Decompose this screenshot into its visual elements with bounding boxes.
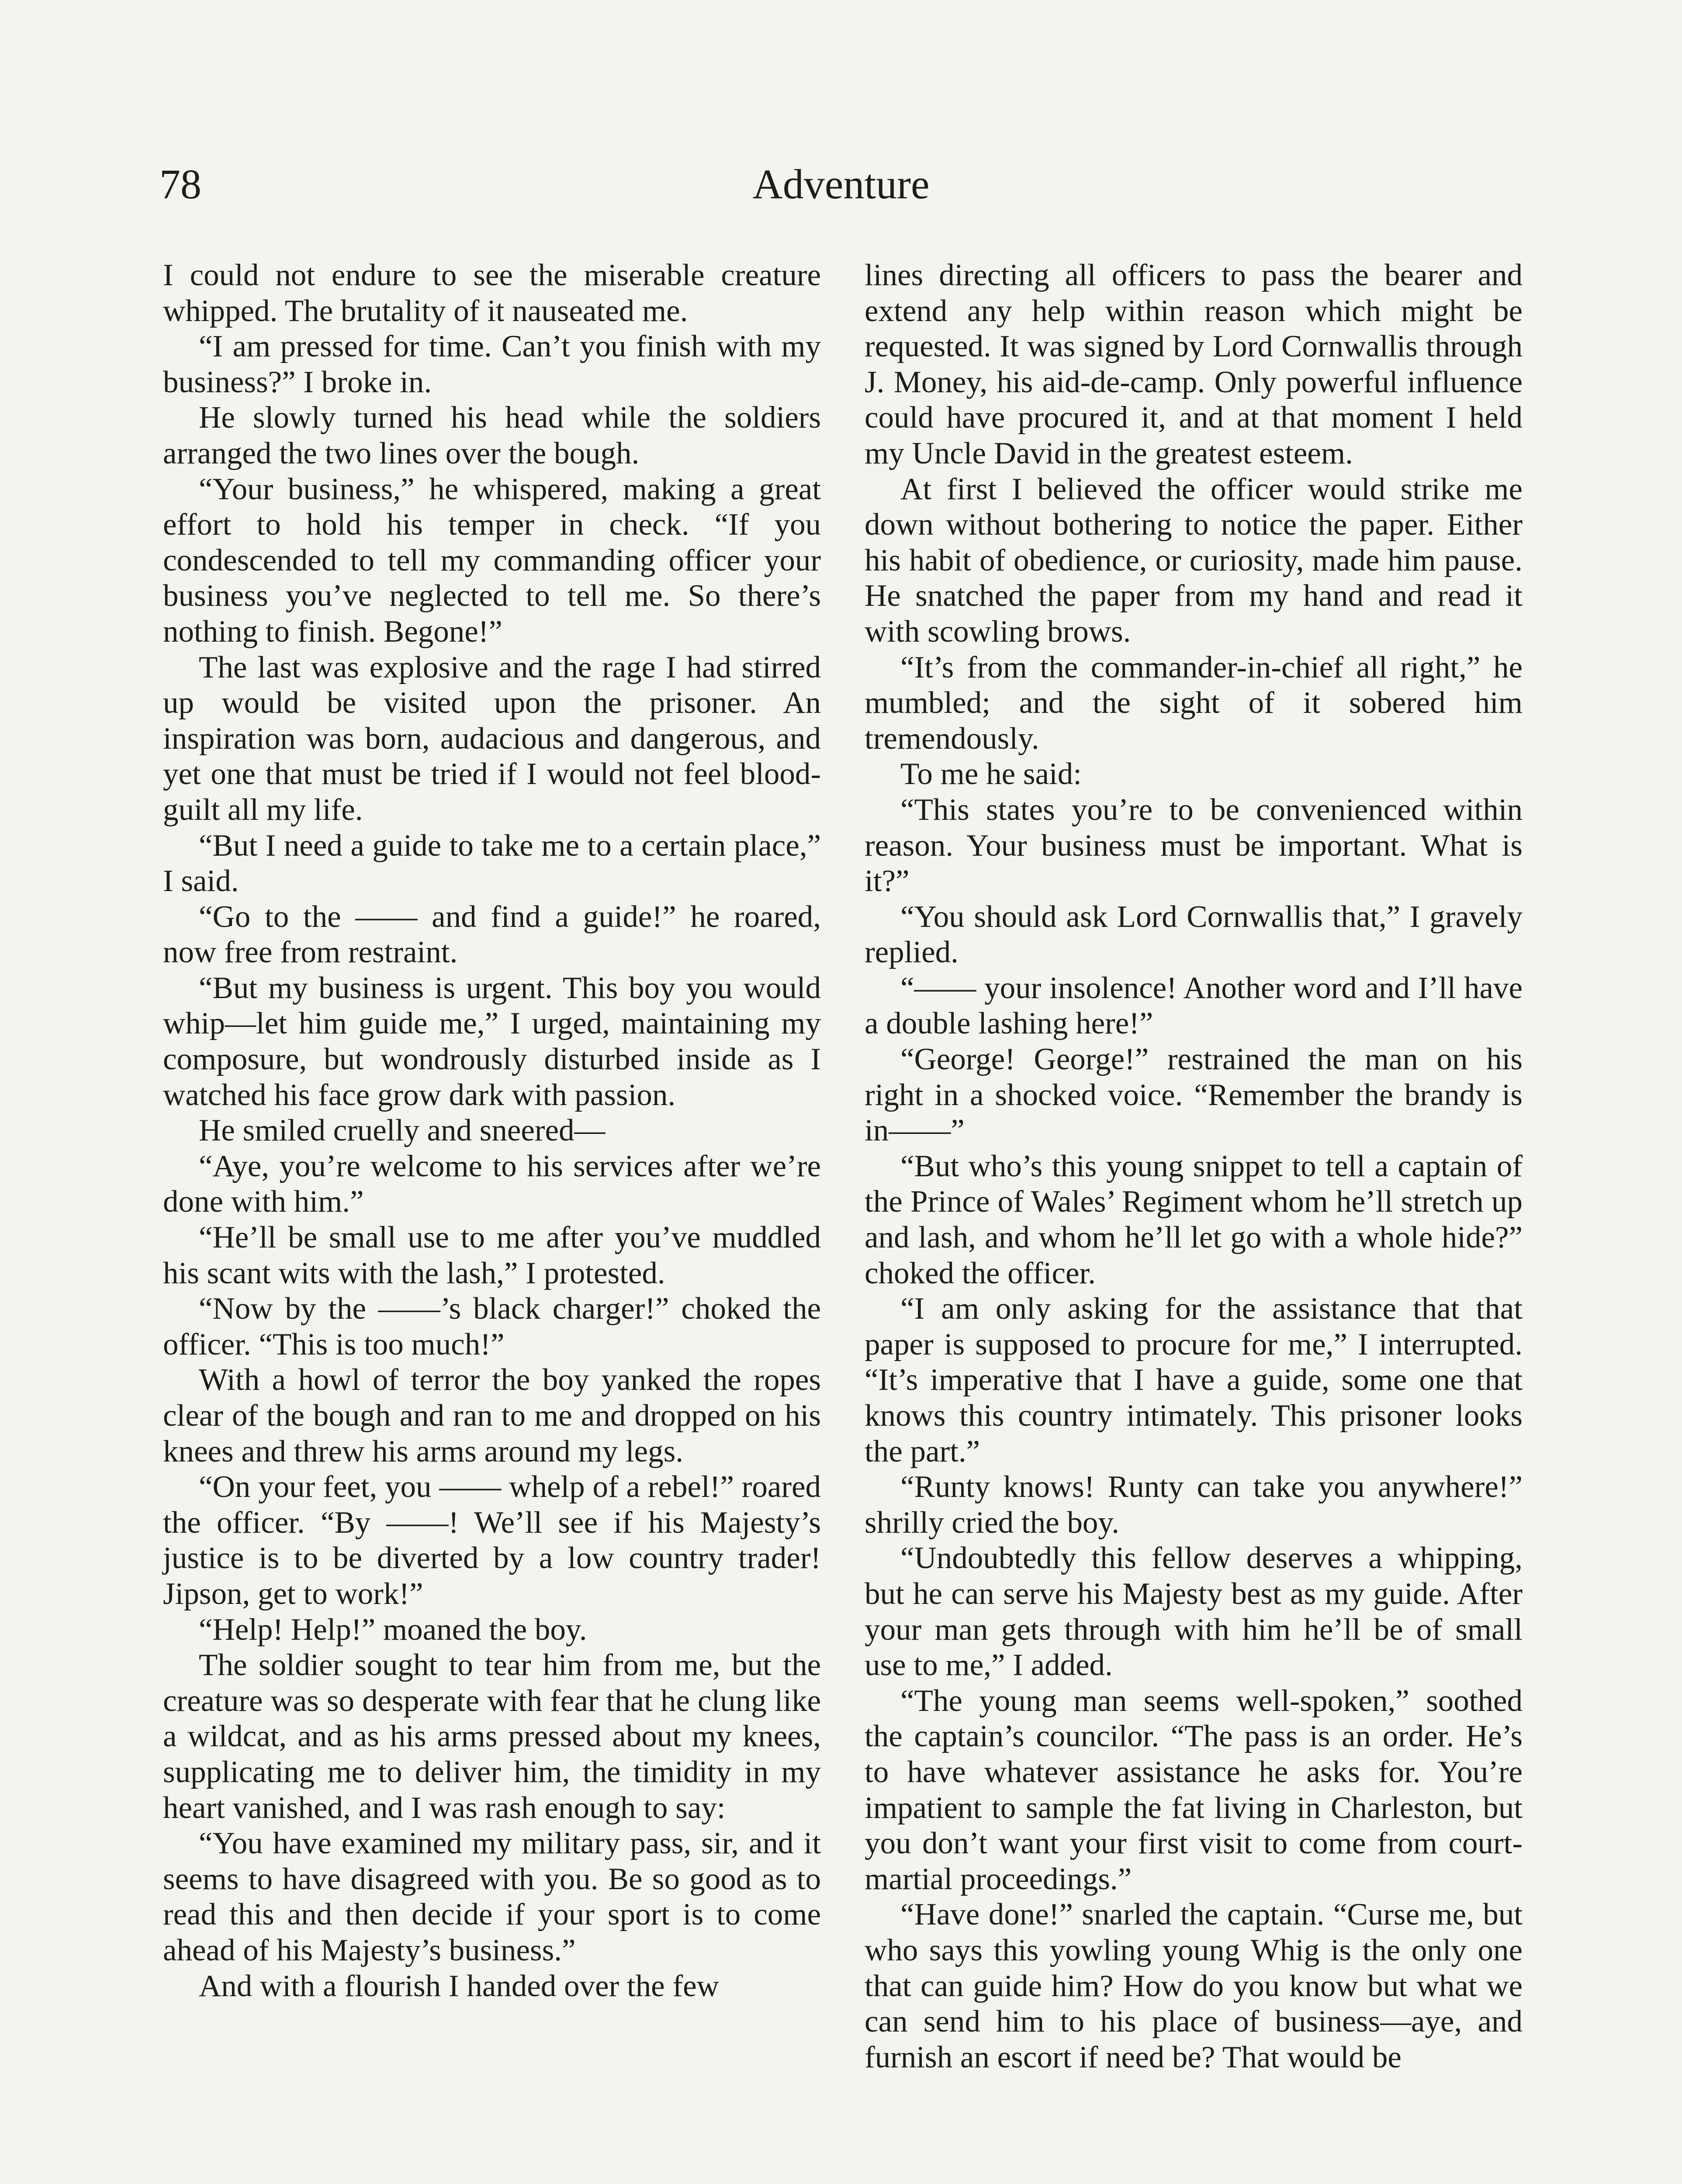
- paragraph: “Now by the ——’s black charger!” choked the officer. “This is too much!”: [163, 1292, 821, 1362]
- paragraph: The last was explosive and the rage I had stirred up would be visited upon the prisoner. An inspiration was born, audacious and dangerous, and yet one that must be tried if I would not feel blood-guilt all my life.: [163, 650, 821, 827]
- paragraph: To me he said:: [900, 757, 1082, 791]
- paragraph: “Undoubtedly this fellow deserves a whipping, but he can serve his Majesty best as my guide. After your man gets through with him he’ll be of small use to me,” I added.: [865, 1541, 1523, 1683]
- paragraph: “Have done!” snarled the captain. “Curse me, but who says this yowling young Whig is the only one that can guide him? How do you know but what we can send him to his place of business—aye, and furnish an escort if need be? That would be: [865, 1897, 1523, 2074]
- paragraph: “Runty knows! Runty can take you anywhere!” shrilly cried the boy.: [865, 1470, 1523, 1540]
- paragraph: “Go to the —— and find a guide!” he roared, now free from restraint.: [163, 899, 821, 970]
- paragraph: “On your feet, you —— whelp of a rebel!” roared the officer. “By ——! We’ll see if his Majesty’s justice is to be diverted by a low country trader! Jipson, get to work!”: [163, 1470, 821, 1611]
- paragraph: “I am pressed for time. Can’t you finish with my business?” I broke in.: [163, 329, 821, 399]
- left-column: [163, 258, 821, 2004]
- paragraph: “The young man seems well-spoken,” soothed the captain’s councilor. “The pass is an order. He’s to have whatever assistance he asks for. You’re impatient to sample the fat living in Charleston, but you don’t want your first visit to come from court-martial proceedings.”: [865, 1683, 1523, 1896]
- paragraph: I could not endure to see the miserable creature whipped. The brutality of it nauseated me.: [163, 258, 821, 328]
- paragraph: And with a flourish I handed over the few: [199, 1969, 719, 2003]
- paragraph: “This states you’re to be convenienced within reason. Your business must be important. What is it?”: [865, 792, 1523, 898]
- paragraph-continuation: lines directing all officers to pass the bearer and extend any help within reason which might be requested. It was signed by Lord Cornwallis through J. Money, his aid-de-camp. Only powerful influence could have procured it, and at that moment I held my Uncle David in the greatest esteem.: [865, 258, 1523, 470]
- paragraph: He slowly turned his head while the soldiers arranged the two lines over the bough.: [163, 401, 821, 470]
- paragraph: At first I believed the officer would strike me down without bothering to notice the paper. Either his habit of obedience, or curiosity, made him pause. He snatched the paper from my hand and read it with scowling brows.: [865, 472, 1523, 649]
- paragraph: “—— your insolence! Another word and I’ll have a double lashing here!”: [865, 971, 1523, 1041]
- paragraph: “Help! Help!” moaned the boy.: [199, 1612, 587, 1647]
- paragraph: “George! George!” restrained the man on his right in a shocked voice. “Remember the brandy is in——”: [865, 1042, 1523, 1148]
- paragraph: “But my business is urgent. This boy you would whip—let him guide me,” I urged, maintaining my composure, but wondrously disturbed inside as I watched his face grow dark with passion.: [163, 971, 821, 1112]
- paragraph: “You have examined my military pass, sir, and it seems to have disagreed with you. Be so good as to read this and then decide if your sport is to come ahead of his Majesty’s business.”: [163, 1826, 821, 1967]
- paragraph: “It’s from the commander-in-chief all right,” he mumbled; and the sight of it sobered him tremendously.: [865, 650, 1523, 756]
- page-number: 78: [159, 161, 201, 207]
- right-column: [865, 258, 1523, 2075]
- paragraph: He smiled cruelly and sneered—: [199, 1113, 606, 1148]
- paragraph: “You should ask Lord Cornwallis that,” I gravely replied.: [865, 899, 1523, 970]
- running-head: Adventure: [752, 161, 930, 207]
- paragraph: “I am only asking for the assistance that that paper is supposed to procure for me,” I interrupted. “It’s imperative that I have a guide, some one that knows this country intimately. This prisoner looks the part.”: [865, 1292, 1523, 1469]
- paragraph: “He’ll be small use to me after you’ve muddled his scant wits with the lash,” I protested.: [163, 1220, 821, 1290]
- paragraph: “But who’s this young snippet to tell a captain of the Prince of Wales’ Regiment whom he’ll stretch up and lash, and whom he’ll let go with a whole hide?” choked the officer.: [865, 1149, 1523, 1290]
- paragraph: “But I need a guide to take me to a certain place,” I said.: [163, 828, 821, 898]
- paragraph: With a howl of terror the boy yanked the ropes clear of the bough and ran to me and dropped on his knees and threw his arms around my legs.: [163, 1363, 821, 1469]
- paragraph: “Aye, you’re welcome to his services after we’re done with him.”: [163, 1149, 821, 1219]
- paragraph: “Your business,” he whispered, making a great effort to hold his temper in check. “If you condescended to tell my commanding officer your business you’ve neglected to tell me. So there’s nothing to finish. Begone!”: [163, 472, 821, 649]
- paragraph: The soldier sought to tear him from me, but the creature was so desperate with fear that he clung like a wildcat, and as his arms pressed about my knees, supplicating me to deliver him, the timidity in my heart vanished, and I was rash enough to say:: [163, 1648, 821, 1825]
